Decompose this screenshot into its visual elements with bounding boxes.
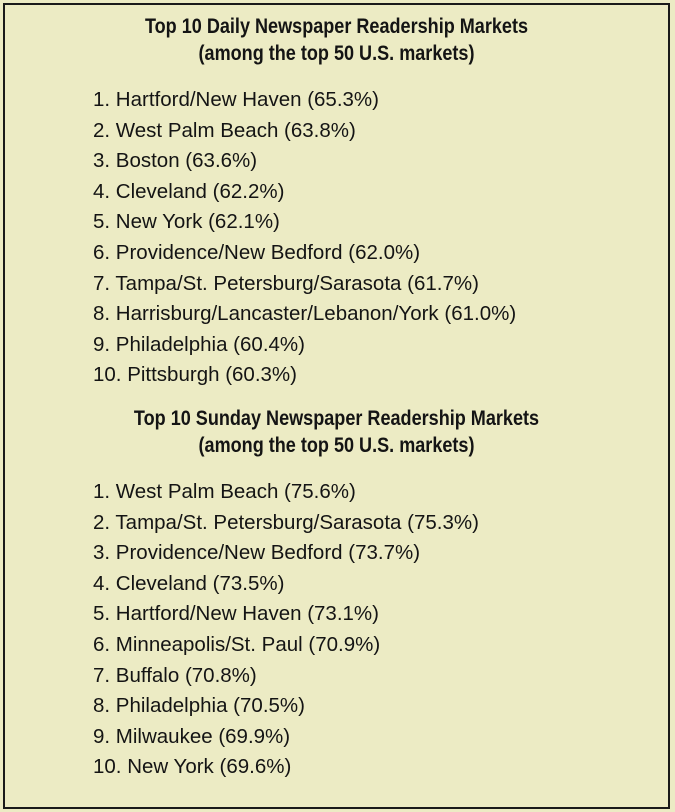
list-item: 5. Hartford/New Haven (73.1%) [93,602,379,626]
list-item: 10. Pittsburgh (60.3%) [93,363,297,387]
list-item: 5. New York (62.1%) [93,210,280,234]
sunday-section-heading [51,405,621,459]
list-item: 3. Providence/New Bedford (73.7%) [93,541,421,565]
daily-heading-line1: Top 10 Daily Newspaper Readership Markets [144,15,529,38]
sunday-heading-line2: (among the top 50 U.S. markets) [198,433,475,457]
sunday-heading-line1: Top 10 Sunday Newspaper Readership Markets [133,406,540,430]
list-item: 8. Philadelphia (70.5%) [93,694,305,718]
list-item: 7. Tampa/St. Petersburg/Sarasota (61.7%) [93,271,479,295]
list-item: 8. Harrisburg/Lancaster/Lebanon/York (61.0%) [93,302,517,326]
list-item: 3. Boston (63.6%) [93,149,258,173]
list-item: 6. Minneapolis/St. Paul (70.9%) [93,632,381,656]
list-item: 9. Philadelphia (60.4%) [93,332,305,356]
list-item: 10. New York (69.6%) [93,755,292,779]
sunday-markets-list [5,477,668,783]
daily-readership-section [5,13,668,391]
list-item: 1. West Palm Beach (75.6%) [93,479,356,503]
list-item: 4. Cleveland (62.2%) [93,179,285,203]
list-item: 2. West Palm Beach (63.8%) [93,118,356,142]
daily-section-heading [51,13,621,67]
daily-markets-list [5,85,668,391]
list-item: 4. Cleveland (73.5%) [93,571,285,595]
sunday-readership-section [5,405,668,783]
list-item: 2. Tampa/St. Petersburg/Sarasota (75.3%) [93,510,479,534]
list-item: 9. Milwaukee (69.9%) [93,724,291,748]
list-item: 6. Providence/New Bedford (62.0%) [93,240,421,264]
readership-sidebar-box [3,3,670,809]
daily-heading-line2: (among the top 50 U.S. markets) [198,42,475,65]
list-item: 1. Hartford/New Haven (65.3%) [93,88,379,111]
list-item: 7. Buffalo (70.8%) [93,663,257,687]
